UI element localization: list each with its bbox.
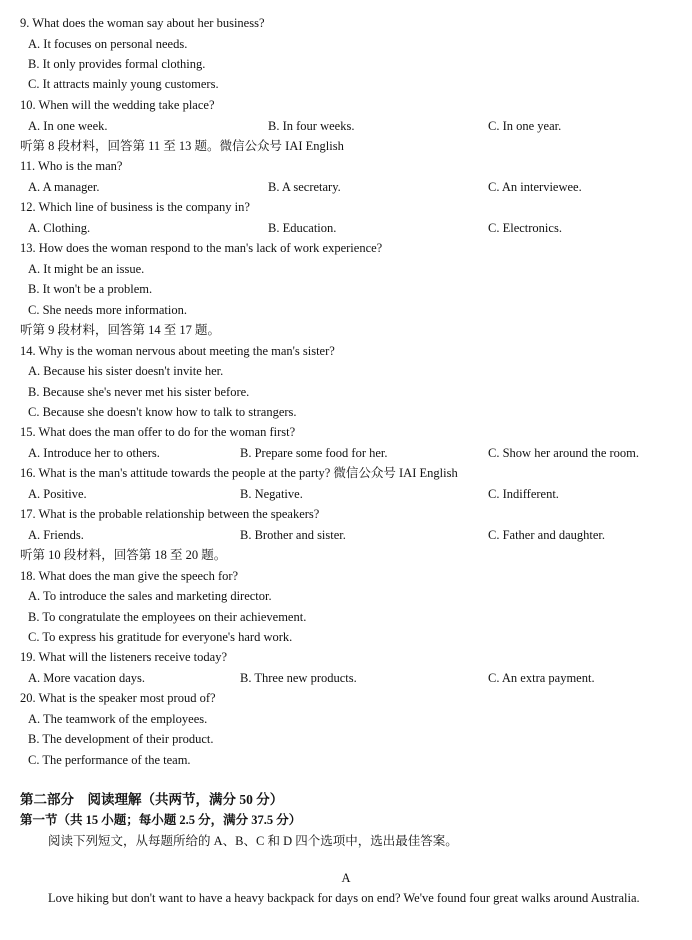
option-row: [0, 54, 692, 74]
option-c: C. An interviewee.: [488, 180, 582, 194]
option-row: [0, 750, 692, 770]
option-a: A. The teamwork of the employees.: [28, 712, 208, 726]
option-a: A. Clothing.: [28, 221, 91, 235]
option-row: [0, 382, 692, 402]
option-b: B. Three new products.: [240, 671, 357, 685]
part-title: 第二部分 阅读理解（共两节，满分 50 分）: [20, 792, 284, 807]
option-row: [0, 586, 692, 606]
option-row: [0, 300, 692, 320]
option-row: [0, 177, 692, 197]
option-row: [0, 361, 692, 381]
option-a: A. It focuses on personal needs.: [28, 37, 188, 51]
question-stem: 15. What does the man offer to do for the woman first?: [20, 425, 296, 439]
option-row: [0, 259, 692, 279]
option-c: C. She needs more information.: [28, 303, 187, 317]
option-b: B. Negative.: [240, 487, 303, 501]
question-stem: 10. When will the wedding take place?: [20, 98, 215, 112]
option-b: B. To congratulate the employees on their achievement.: [28, 610, 307, 624]
question-stem: 16. What is the man's attitude towards the people at the party? 微信公众号 IAI English: [20, 466, 458, 480]
option-row: [0, 74, 692, 94]
option-c: C. Father and daughter.: [488, 528, 605, 542]
option-row: [0, 607, 692, 627]
question-stem: 13. How does the woman respond to the man's lack of work experience?: [20, 241, 383, 255]
option-b: B. It only provides formal clothing.: [28, 57, 206, 71]
option-b: B. Prepare some food for her.: [240, 446, 388, 460]
option-a: A. It might be an issue.: [28, 262, 145, 276]
passage-paragraph: Love hiking but don't want to have a heavy backpack for days on end? We've found four great walks around Australia.: [48, 891, 640, 905]
option-row: [0, 668, 692, 688]
option-c: C. To express his gratitude for everyone's hard work.: [28, 630, 293, 644]
option-b: B. Education.: [268, 221, 337, 235]
option-a: A. Introduce her to others.: [28, 446, 160, 460]
option-b: B. It won't be a problem.: [28, 282, 153, 296]
option-c: C. An extra payment.: [488, 671, 595, 685]
option-c: C. The performance of the team.: [28, 753, 191, 767]
section-instruction: 听第 8 段材料，回答第 11 至 13 题。微信公众号 IAI English: [20, 139, 344, 153]
section-instruction: 听第 10 段材料，回答第 18 至 20 题。: [20, 548, 227, 562]
option-row: [0, 443, 692, 463]
option-c: C. Show her around the room.: [488, 446, 640, 460]
option-a: A. Positive.: [28, 487, 87, 501]
question-stem: 12. Which line of business is the company in?: [20, 200, 250, 214]
option-c: C. Electronics.: [488, 221, 562, 235]
option-row: [0, 116, 692, 136]
option-row: [0, 729, 692, 749]
option-a: A. More vacation days.: [28, 671, 145, 685]
option-a: A. Because his sister doesn't invite her.: [28, 364, 224, 378]
option-a: A. Friends.: [28, 528, 84, 542]
reading-instruction: 阅读下列短文，从每题所给的 A、B、C 和 D 四个选项中，选出最佳答案。: [48, 834, 458, 848]
option-row: [0, 709, 692, 729]
section-title: 第一节（共 15 小题；每小题 2.5 分，满分 37.5 分）: [20, 813, 302, 827]
question-stem: 20. What is the speaker most proud of?: [20, 691, 216, 705]
question-stem: 11. Who is the man?: [20, 159, 123, 173]
option-row: [0, 484, 692, 504]
option-row: [0, 279, 692, 299]
option-row: [0, 402, 692, 422]
option-b: B. The development of their product.: [28, 732, 214, 746]
option-a: A. To introduce the sales and marketing director.: [28, 589, 272, 603]
question-stem: 17. What is the probable relationship between the speakers?: [20, 507, 320, 521]
option-a: A. A manager.: [28, 180, 100, 194]
option-c: C. In one year.: [488, 119, 562, 133]
question-stem: 14. Why is the woman nervous about meeting the man's sister?: [20, 344, 335, 358]
option-b: B. In four weeks.: [268, 119, 355, 133]
option-b: B. Because she's never met his sister before.: [28, 385, 250, 399]
option-b: B. Brother and sister.: [240, 528, 346, 542]
option-c: C. Because she doesn't know how to talk to strangers.: [28, 405, 297, 419]
question-stem: 9. What does the woman say about her business?: [20, 16, 265, 30]
option-row: [0, 627, 692, 647]
question-stem: 18. What does the man give the speech for?: [20, 569, 239, 583]
option-a: A. In one week.: [28, 119, 108, 133]
question-stem: 19. What will the listeners receive today?: [20, 650, 227, 664]
option-c: C. Indifferent.: [488, 487, 559, 501]
section-instruction: 听第 9 段材料，回答第 14 至 17 题。: [20, 323, 221, 337]
option-c: C. It attracts mainly young customers.: [28, 77, 219, 91]
option-row: [0, 525, 692, 545]
option-row: [0, 218, 692, 238]
option-b: B. A secretary.: [268, 180, 341, 194]
option-row: [0, 34, 692, 54]
passage-label: A: [341, 871, 351, 885]
